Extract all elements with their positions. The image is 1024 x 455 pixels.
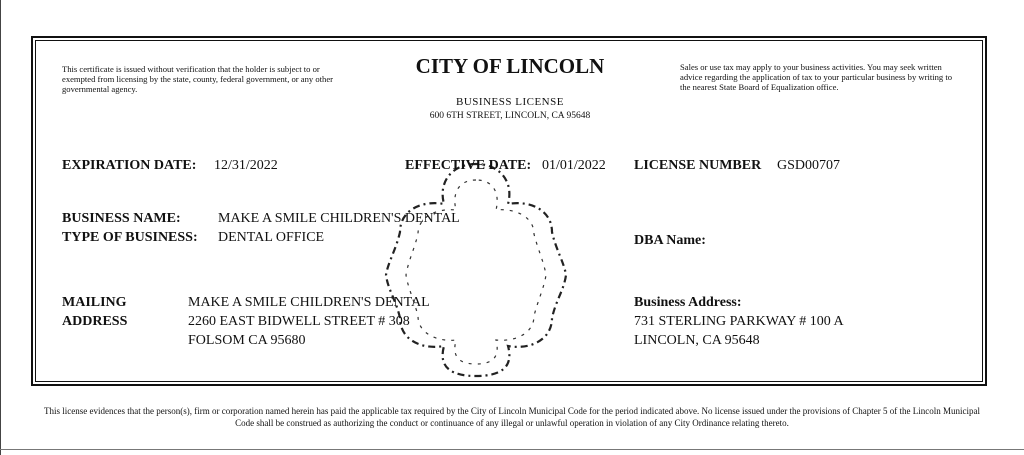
mailing-address-line2: 2260 EAST BIDWELL STREET # 308: [188, 314, 410, 329]
business-address-line2: LINCOLN, CA 95648: [634, 333, 760, 348]
effective-date-value: 01/01/2022: [542, 158, 606, 173]
business-name-label: BUSINESS NAME:: [62, 211, 181, 226]
business-type-label: TYPE OF BUSINESS:: [62, 230, 198, 245]
license-disclaimer: This license evidences that the person(s), firm or corporation named herein has paid the applicable tax required by the City of Lincoln Municipal Code for the period indicated above. No license issued under the provisions of Chapter 5 of the Lincoln Municipal Code shall be construed as authorizing the conduct or continuance of any illegal or unlawful operation in violation of any City Ordinance relating thereto.: [44, 406, 980, 428]
expiration-date-label: EXPIRATION DATE:: [62, 158, 197, 173]
city-seal-stamp: [366, 150, 586, 380]
license-number-value: GSD00707: [777, 158, 841, 173]
dba-name-label: DBA Name:: [634, 233, 706, 248]
mailing-address-label-line1: MAILING: [62, 295, 127, 310]
mailing-address-line1: MAKE A SMILE CHILDREN'S DENTAL: [188, 295, 430, 310]
business-address-label: Business Address:: [634, 295, 742, 310]
license-number-label: LICENSE NUMBER: [634, 158, 762, 173]
effective-date-label: EFFECTIVE DATE:: [405, 158, 532, 173]
expiration-date-value: 12/31/2022: [214, 158, 278, 173]
licensing-notice: This certificate is issued without verification that the holder is subject to or exempted from licensing by the state, county, federal government, or any other governmental agency.: [62, 64, 334, 94]
scan-line: [0, 449, 1024, 450]
scan-edge: [0, 0, 1, 455]
business-name-value: MAKE A SMILE CHILDREN'S DENTAL: [218, 211, 460, 226]
business-address-line1: 731 STERLING PARKWAY # 100 A: [634, 314, 844, 329]
mailing-address-line3: FOLSOM CA 95680: [188, 333, 306, 348]
sales-tax-notice: Sales or use tax may apply to your business activities. You may seek written advice regarding the application of tax to your particular business by writing to the nearest State Board of Equalization office.: [680, 62, 953, 92]
city-title: CITY OF LINCOLN: [415, 54, 605, 78]
business-type-value: DENTAL OFFICE: [218, 230, 325, 245]
city-address: 600 6TH STREET, LINCOLN, CA 95648: [429, 111, 591, 121]
mailing-address-label-line2: ADDRESS: [62, 314, 128, 329]
document-subtitle: BUSINESS LICENSE: [456, 96, 564, 108]
